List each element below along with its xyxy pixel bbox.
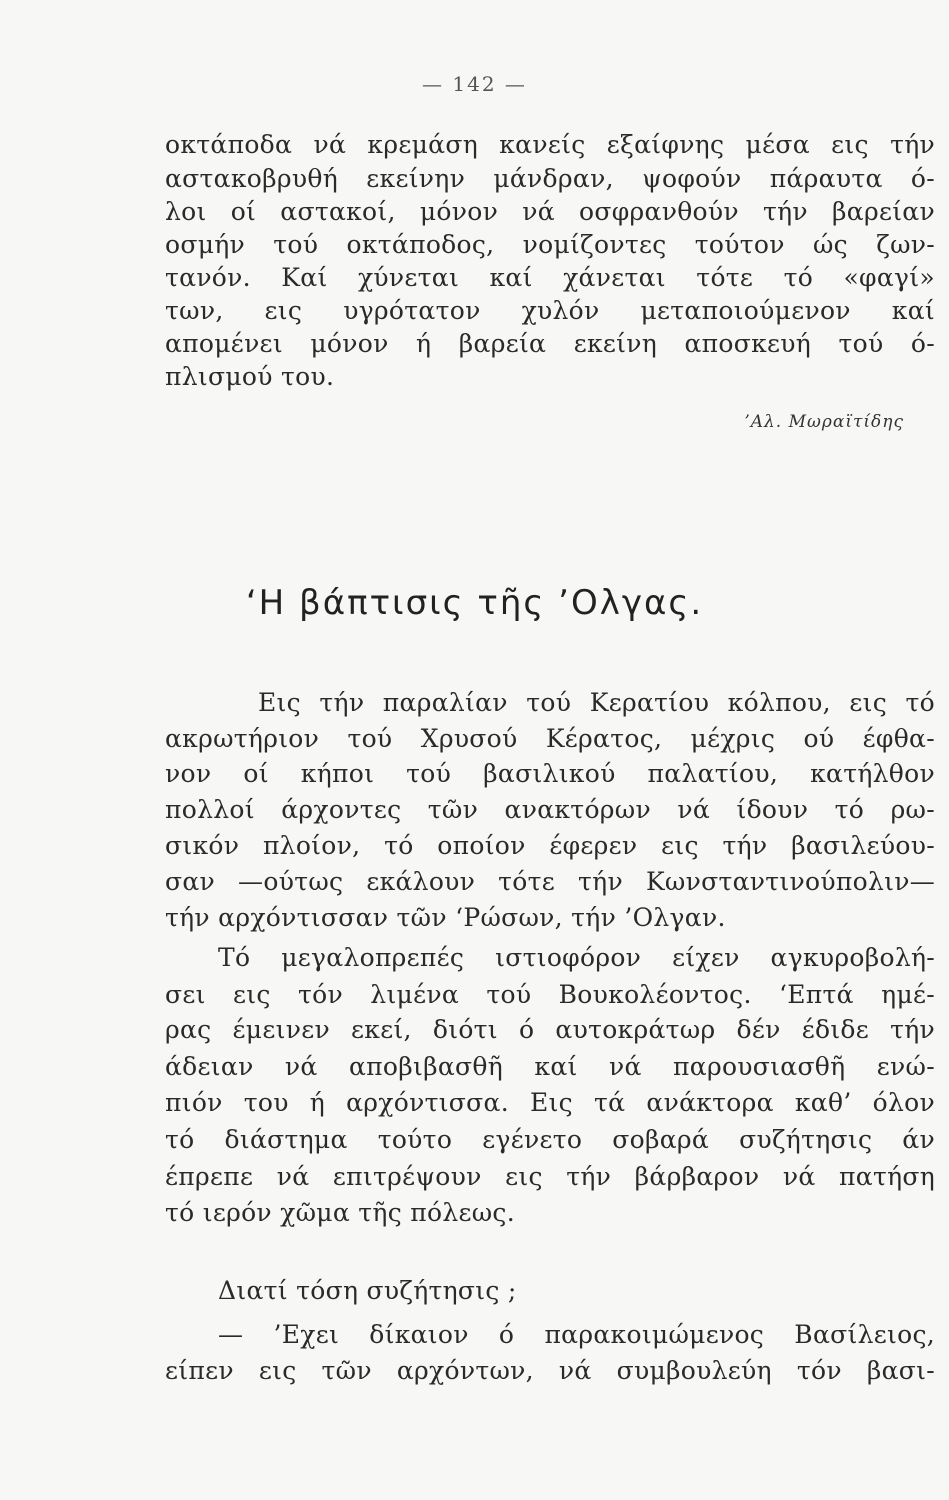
text-line: σικόν πλοίον, τό οποίον έφερεν εις τήν βασιλεύου- xyxy=(165,831,935,860)
text-line: Τό μεγαλοπρεπές ιστιοφόρον είχεν αγκυροβολή- xyxy=(218,943,935,972)
text-line: σει εις τόν λιμένα τού Βουκολέοντος. ‘Επτά ημέ- xyxy=(165,980,935,1009)
text-line: είπεν εις τῶν αρχόντων, νά συμβουλεύη τόν βασι- xyxy=(165,1356,935,1385)
text-line: — ’Εχει δίκαιον ό παρακοιμώμενος Βασίλειος, xyxy=(218,1320,935,1349)
text-line: των, εις υγρότατον χυλόν μεταποιούμενον καί xyxy=(165,296,935,325)
text-line: έπρεπε νά επιτρέψουν εις τήν βάρβαρον νά πατήση xyxy=(165,1162,935,1191)
text-line: Εις τήν παραλίαν τού Κερατίου κόλπου, εις τό xyxy=(258,688,935,717)
text-line: τήν αρχόντισσαν τῶν ‘Ρώσων, τήν ’Ολγαν. xyxy=(165,903,726,932)
text-line: άδειαν νά αποβιβασθῆ καί νά παρουσιασθῆ ενώ- xyxy=(165,1052,935,1081)
text-line: τό ιερόν χῶμα τῆς πόλεως. xyxy=(165,1198,515,1227)
text-line: σαν —ούτως εκάλουν τότε τήν Κωνσταντινούπολιν— xyxy=(165,867,935,896)
text-line: οκτάποδα νά κρεμάση κανείς εξαίφνης μέσα εις τήν xyxy=(165,130,935,159)
text-line: πλισμού του. xyxy=(165,362,335,391)
text-line: πολλοί άρχοντες τῶν ανακτόρων νά ίδουν τό ρω- xyxy=(165,795,935,824)
text-line: αστακοβρυθή εκείνην μάνδραν, ψοφούν πάραυτα ό- xyxy=(165,164,935,193)
author-signature: ’Αλ. Μωραϊτίδης xyxy=(744,412,904,432)
text-line: νον οί κήποι τού βασιλικού παλατίου, κατήλθον xyxy=(165,759,935,788)
text-line: ακρωτήριον τού Χρυσού Κέρατος, μέχρις ού έφθα- xyxy=(165,724,935,753)
chapter-heading: ‘Η βάπτισις τῆς ’Ολγας. xyxy=(245,583,704,623)
text-line: τό διάστημα τούτο εγένετο σοβαρά συζήτησις άν xyxy=(165,1125,935,1154)
text-line: οσμήν τού οκτάποδος, νομίζοντες τούτον ώς ζων- xyxy=(165,230,935,259)
text-line: Διατί τόση συζήτησις ; xyxy=(218,1276,517,1305)
text-line: λοι οί αστακοί, μόνον νά οσφρανθούν τήν βαρείαν xyxy=(165,197,935,226)
text-line: απομένει μόνον ή βαρεία εκείνη αποσκευή τού ό- xyxy=(165,329,935,358)
text-line: τανόν. Καί χύνεται καί χάνεται τότε τό «φαγί» xyxy=(165,263,935,292)
text-line: ρας έμεινεν εκεί, διότι ό αυτοκράτωρ δέν έδιδε τήν xyxy=(165,1015,935,1044)
page-number: — 142 — xyxy=(422,72,527,96)
text-line: πιόν του ή αρχόντισσα. Εις τά ανάκτορα καθ’ όλον xyxy=(165,1088,935,1117)
